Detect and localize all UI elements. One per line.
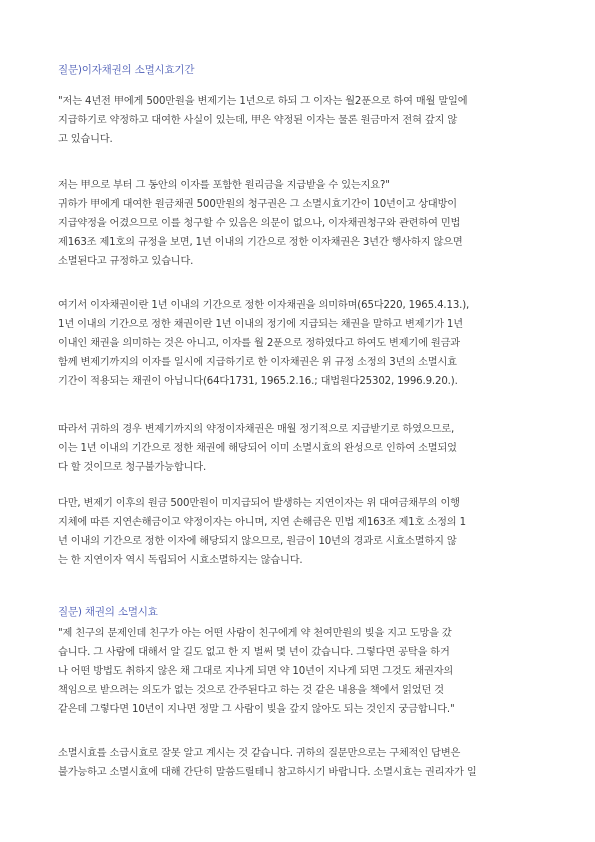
section-2-paragraph-1 (58, 624, 548, 719)
section-1-paragraph-1 (58, 92, 548, 149)
section-2-paragraph-2 (58, 744, 548, 782)
section-1-paragraph-2 (58, 176, 548, 271)
text-line: 나 어떤 방법도 취하지 않은 채 그대로 지나게 되면 약 10년이 지나게 되면 그것도 채권자의 (58, 666, 454, 677)
section-1-paragraph-5 (58, 494, 548, 570)
text-line: 저는 甲으로 부터 그 동안의 이자를 포함한 원리금을 지급받을 수 있는지요?" (58, 180, 390, 191)
text-line: 고 있습니다. (58, 134, 113, 145)
text-line: 소멸시효를 소급시효로 잘못 알고 계시는 것 같습니다. 귀하의 질문만으로는 구체적인 답변은 (58, 748, 461, 759)
section-1-paragraph-3 (58, 296, 548, 391)
section-1-heading: 질문)이자채권의 소멸시효기간 (58, 64, 195, 76)
text-line: 함께 변제기까지의 이자를 일시에 지급하기로 한 이자채권은 위 규정 소정의 3년의 소멸시효 (58, 357, 457, 368)
text-line: 지체에 따른 지연손해금이고 약정이자는 아니며, 지연 손해금은 민법 제163조 제1호 소정의 1 (58, 517, 466, 528)
text-line: 다만, 변제기 이후의 원금 500만원이 미지급되어 발생하는 지연이자는 위 대여금채무의 이행 (58, 498, 460, 509)
text-line: 1년 이내의 기간으로 정한 채권이란 1년 이내의 정기에 지급되는 채권을 말하고 변제기가 1년 (58, 319, 463, 330)
text-line: "저는 4년전 甲에게 500만원을 변제기는 1년으로 하되 그 이자는 월2푼으로 하여 매월 말일에 (58, 96, 468, 107)
text-line: 이는 1년 이내의 기간으로 정한 채권에 해당되어 이미 소멸시효의 완성으로 인하여 소멸되었 (58, 443, 457, 454)
text-line: "제 친구의 문제인데 친구가 아는 어떤 사람이 친구에게 약 천여만원의 빚을 지고 도망을 갔 (58, 628, 452, 639)
text-line: 불가능하고 소멸시효에 대해 간단히 말씀드릴테니 참고하시기 바랍니다. 소멸시효는 권리자가 일 (58, 767, 477, 778)
section-1-paragraph-4 (58, 420, 548, 477)
text-line: 따라서 귀하의 경우 변제기까지의 약정이자채권은 매월 정기적으로 지급받기로 하였으므로, (58, 424, 455, 435)
text-line: 소멸된다고 규정하고 있습니다. (58, 256, 194, 267)
text-line: 이내인 채권을 의미하는 것은 아니고, 이자를 월 2푼으로 정하였다고 하여도 변제기에 원금과 (58, 338, 460, 349)
text-line: 년 이내의 기간으로 정한 이자에 해당되지 않으므로, 원금이 10년의 경과로 시효소멸하지 않 (58, 536, 457, 547)
section-2-heading: 질문) 채권의 소멸시효 (58, 606, 158, 618)
text-line: 습니다. 그 사람에 대해서 알 길도 없고 한 지 벌써 몇 년이 갔습니다. 그렇다면 공탁을 하거 (58, 647, 450, 658)
text-line: 제163조 제1호의 규정을 보면, 1년 이내의 기간으로 정한 이자채권은 3년간 행사하지 않으면 (58, 237, 463, 248)
text-line: 기간이 적용되는 채권이 아닙니다(64다1731, 1965.2.16.; 대법원다25302, 1996.9.20.). (58, 376, 458, 387)
text-line: 다 할 것이므로 청구불가능합니다. (58, 462, 207, 473)
text-line: 귀하가 甲에게 대여한 원금채권 500만원의 청구권은 그 소멸시효기간이 10년이고 상대방이 (58, 199, 457, 210)
text-line: 는 한 지연이자 역시 독립되어 시효소멸하지는 않습니다. (58, 555, 303, 566)
text-line: 지급하기로 약정하고 대여한 사실이 있는데, 甲은 약정된 이자는 물론 원금마저 전혀 갚지 않 (58, 115, 458, 126)
text-line: 지급약정을 어겼으므로 이를 청구할 수 있음은 의문이 없으나, 이자채권청구와 관련하여 민법 (58, 218, 461, 229)
text-line: 같은데 그렇다면 10년이 지나면 정말 그 사람이 빚을 갚지 않아도 되는 것인지 궁금합니다." (58, 704, 455, 715)
text-line: 여기서 이자채권이란 1년 이내의 기간으로 정한 이자채권을 의미하며(65다220, 1965.4.13.), (58, 300, 470, 311)
text-line: 책임으로 받으려는 의도가 없는 것으로 간주된다고 하는 것 같은 내용을 책에서 읽었던 것 (58, 685, 444, 696)
